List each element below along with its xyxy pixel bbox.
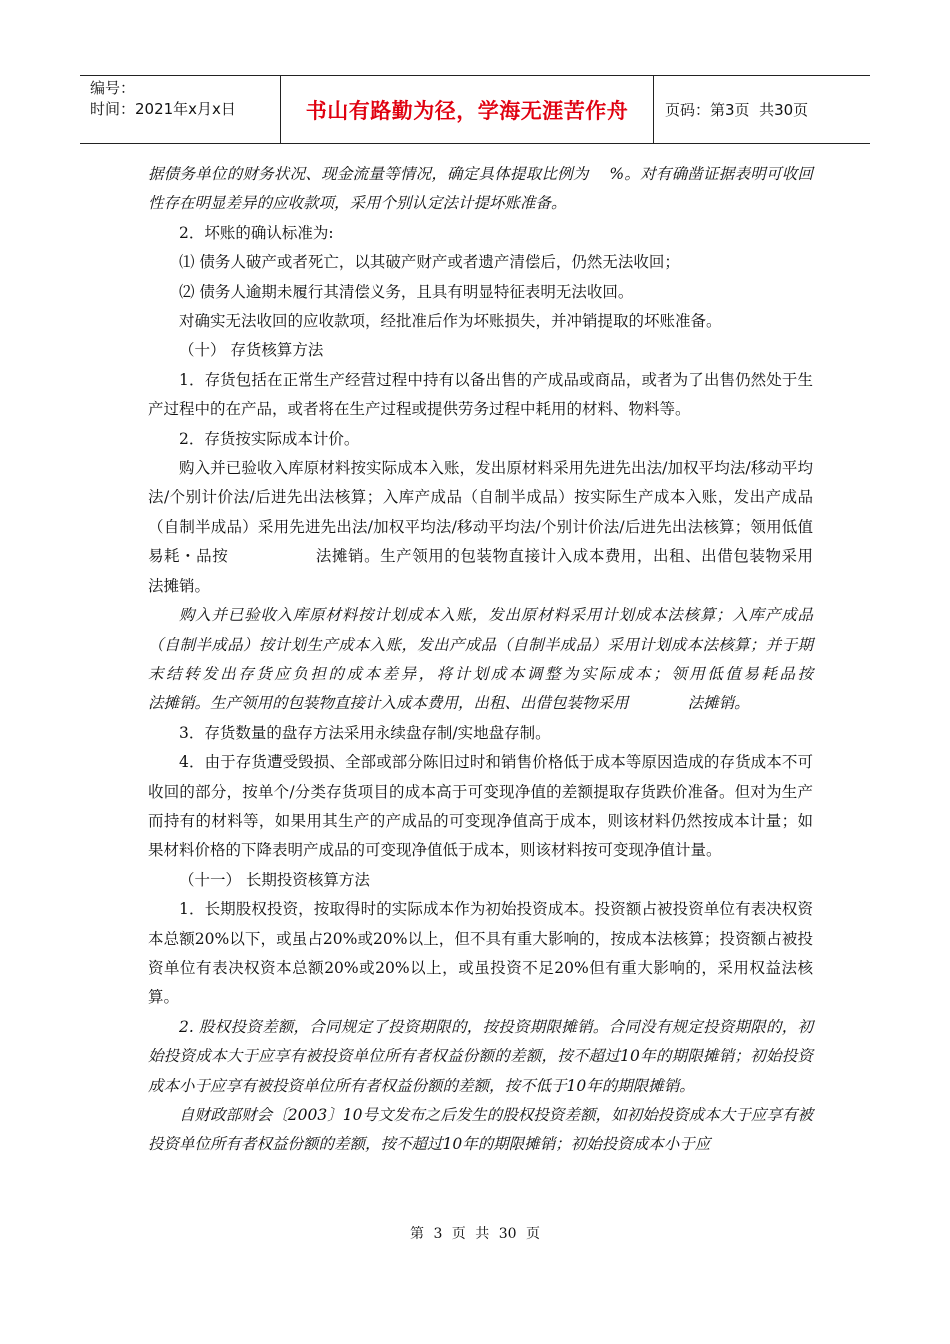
paragraph: 2．存货按实际成本计价。: [179, 429, 360, 448]
paragraph: 2．坏账的确认标准为:: [179, 223, 334, 242]
header-motto: 书山有路勤为径，学海无涯苦作舟: [305, 98, 629, 123]
time-label: 时间：2021年x月x日: [90, 100, 236, 118]
paragraph: （十一） 长期投资核算方法: [179, 870, 370, 889]
paragraph: 对确实无法收回的应收款项，经批准后作为坏账损失，并冲销提取的坏账准备。: [179, 312, 722, 331]
serial-label: 编号：: [90, 79, 136, 97]
document-body: [148, 160, 892, 1160]
paragraph: 1．存货包括在正常生产经营过程中持有以备出售的产成品或商品，或者为了出售仍然处于生产过程中的在产品，或者将在生产过程或提供劳务过程中耗用的材料、物料等。: [148, 370, 813, 419]
paragraph: （十） 存货核算方法: [179, 341, 324, 360]
header-page-code: 页码：第3页 共30页: [665, 101, 809, 119]
paragraph: 购入并已验收入库原材料按实际成本入账，发出原材料采用先进先出法/加权平均法/移动平均法/个别计价法/后进先出法核算；入库产成品（自制半成品）按实际生产成本入账，发出产成品（自制半成品）采用先进先出法/加权平均法/移动平均法/个别计价法/后进先出法核算；领用低值易耗・品按 法摊销。生产领用的包装物直接计入成本费用，出租、出借包装物采用 法摊销。: [148, 459, 873, 595]
paragraph: 3．存货数量的盘存方法采用永续盘存制/实地盘存制。: [179, 723, 551, 742]
paragraph: 购入并已验收入库原材料按计划成本入账，发出原材料采用计划成本法核算；入库产成品（自制半成品）按计划生产成本入账，发出产成品（自制半成品）采用计划成本法核算；并于期末结转发出存货应负担的成本差异，将计划成本调整为实际成本；领用低值易耗品按 法摊销。生产领用的包装物直接计入成本费用，出租、出借包装物采用 法摊销。: [148, 606, 892, 713]
page-header: [80, 75, 870, 144]
paragraph: ⑵ 债务人逾期未履行其清偿义务，且具有明显特征表明无法收回。: [179, 282, 634, 301]
paragraph: 4．由于存货遭受毁损、全部或部分陈旧过时和销售价格低于成本等原因造成的存货成本不可收回的部分，按单个/分类存货项目的成本高于可变现净值的差额提取存货跌价准备。但对为生产而持有的材料等，如果用其生产的产成品的可变现净值高于成本，则该材料仍然按成本计量；如果材料价格的下降表明产成品的可变现净值低于成本，则该材料按可变现净值计量。: [148, 753, 813, 860]
paragraph: 据债务单位的财务状况、现金流量等情况，确定具体提取比例为 %。对有确凿证据表明可收回性存在明显差异的应收款项，采用个别认定法计提坏账准备。: [148, 165, 813, 213]
paragraph: ⑴ 债务人破产或者死亡，以其破产财产或者遗产清偿后，仍然无法收回；: [179, 253, 680, 272]
header-divider: [653, 76, 654, 143]
paragraph: 1．长期股权投资，按取得时的实际成本作为初始投资成本。投资额占被投资单位有表决权资本总额20%以下，或虽占20%或20%以上，但不具有重大影响的，按成本法核算；投资额占被投资单位有表决权资本总额20%或20%以上，或虽投资不足20%但有重大影响的，采用权益法核算。: [148, 900, 813, 1007]
paragraph: 自财政部财会〔2003〕10号文发布之后发生的股权投资差额，如初始投资成本大于应享有被投资单位所有者权益份额的差额，按不超过10年的期限摊销；初始投资成本小于应: [148, 1106, 813, 1154]
header-meta: [90, 78, 236, 120]
paragraph: 2. 股权投资差额，合同规定了投资期限的，按投资期限摊销。合同没有规定投资期限的，初始投资成本大于应享有被投资单位所有者权益份额的差额，按不超过10年的期限摊销；初始投资成本小于应享有被投资单位所有者权益份额的差额，按不低于10年的期限摊销。: [148, 1017, 813, 1095]
page-footer: 第 3 页 共 30 页: [410, 1226, 540, 1242]
